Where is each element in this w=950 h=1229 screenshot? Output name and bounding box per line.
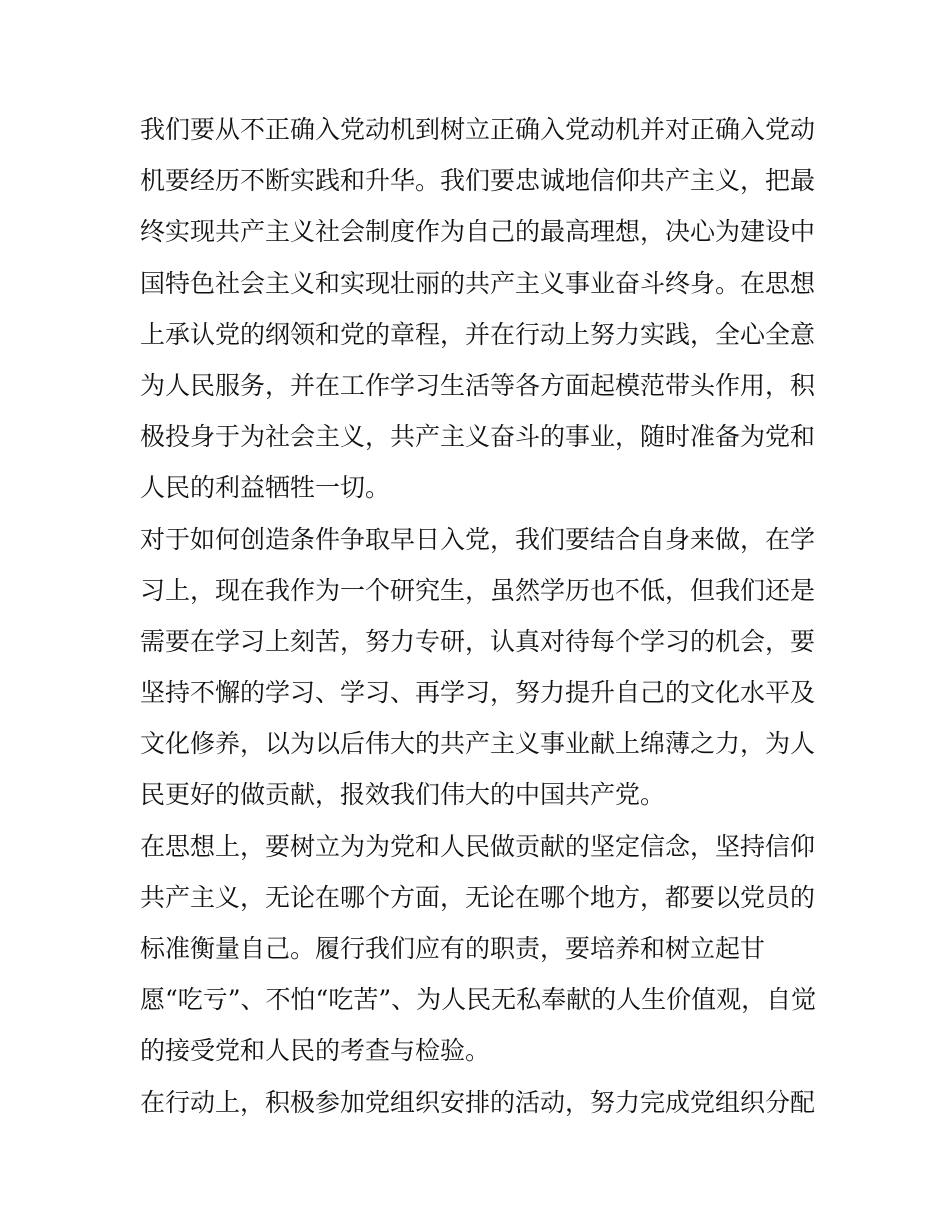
text-line: 对于如何创造条件争取早日入党，我们要结合自身来做，在学: [140, 524, 816, 554]
text-line: 为人民服务，并在工作学习生活等各方面起模范带头作用，积: [140, 370, 816, 400]
text-line: 需要在学习上刻苦，努力专研，认真对待每个学习的机会，要: [140, 626, 816, 656]
text-line: 文化修养，以为以后伟大的共产主义事业献上绵薄之力，为人: [140, 729, 816, 759]
text-line: 我们要从不正确入党动机到树立正确入党动机并对正确入党动: [140, 115, 816, 144]
text-line: 共产主义，无论在哪个方面，无论在哪个地方，都要以党员的: [140, 882, 816, 912]
text-line: 人民的利益牺牲一切。: [140, 473, 391, 503]
text-line: 坚持不懈的学习、学习、再学习，努力提升自己的文化水平及: [140, 678, 816, 708]
text-line: 终实现共产主义社会制度作为自己的最高理想，决心为建设中: [140, 217, 816, 247]
text-line: 标准衡量自己。履行我们应有的职责，要培养和树立起甘: [140, 934, 766, 963]
text-line: 民更好的做贡献，报效我们伟大的中国共产党。: [140, 780, 666, 810]
text-line: 习上，现在我作为一个研究生，虽然学历也不低，但我们还是: [140, 575, 816, 605]
text-line: 国特色社会主义和实现壮丽的共产主义事业奋斗终身。在思想: [140, 268, 816, 298]
text-line: 愿“吃亏”、不怕“吃苦”、为人民无私奉献的人生价值观，自觉: [140, 985, 817, 1015]
text-line: 上承认党的纲领和党的章程，并在行动上努力实践，全心全意: [140, 319, 816, 349]
text-line: 在行动上，积极参加党组织安排的活动，努力完成党组织分配: [140, 1087, 816, 1117]
text-line: 的接受党和人民的考查与检验。: [140, 1036, 491, 1066]
document-body: [140, 104, 820, 1128]
text-line: 机要经历不断实践和升华。我们要忠诚地信仰共产主义，把最: [140, 166, 816, 196]
text-line: 在思想上，要树立为为党和人民做贡献的坚定信念，坚持信仰: [140, 831, 816, 861]
text-line: 极投身于为社会主义，共产主义奋斗的事业，随时准备为党和: [140, 422, 816, 452]
